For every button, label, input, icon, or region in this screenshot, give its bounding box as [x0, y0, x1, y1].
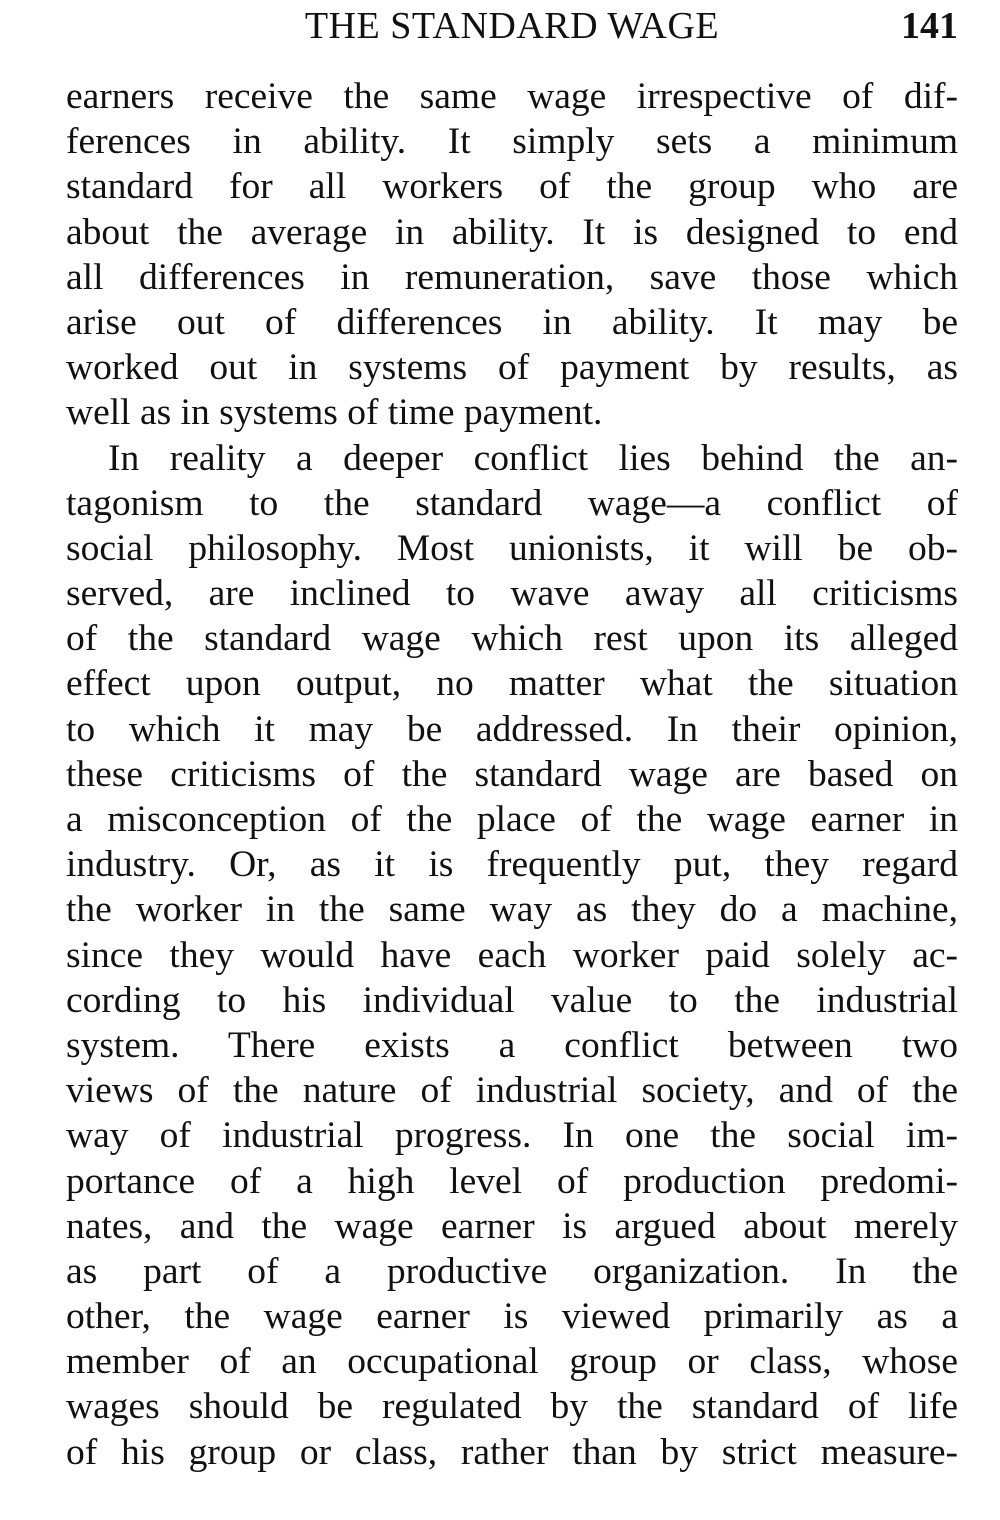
paragraph-1: [66, 74, 958, 436]
text-line: tagonism to the standard wage—a conflict of: [66, 482, 958, 524]
text-line: other, the wage earner is viewed primarily as a: [66, 1296, 958, 1338]
text-line: to which it may be addressed. In their opinion,: [66, 708, 958, 750]
text-line: way of industrial progress. In one the social im-: [66, 1115, 958, 1157]
text-line: of his group or class, rather than by strict measure-: [66, 1431, 958, 1473]
text-line: about the average in ability. It is designed to end: [66, 211, 958, 253]
text-line: industry. Or, as it is frequently put, they regard: [66, 844, 958, 886]
text-line: well as in systems of time payment.: [66, 392, 603, 434]
running-title: THE STANDARD WAGE: [304, 5, 720, 47]
text-line: arise out of differences in ability. It may be: [66, 301, 958, 343]
text-line: the worker in the same way as they do a machine,: [66, 889, 958, 931]
text-line: views of the nature of industrial society, and of the: [66, 1070, 958, 1112]
text-line: member of an occupational group or class, whose: [66, 1341, 958, 1383]
text-line: these criticisms of the standard wage are based on: [66, 753, 958, 795]
text-line: worked out in systems of payment by results, as: [66, 347, 958, 389]
text-line: nates, and the wage earner is argued about merely: [66, 1205, 958, 1247]
page-number: 141: [901, 5, 958, 47]
text-line: portance of a high level of production predomi-: [66, 1160, 958, 1202]
text-line: ferences in ability. It simply sets a minimum: [66, 121, 958, 163]
text-line: effect upon output, no matter what the situation: [66, 663, 958, 705]
text-line: a misconception of the place of the wage earner in: [66, 799, 958, 840]
text-line: standard for all workers of the group who are: [66, 166, 958, 208]
text-line: wages should be regulated by the standard of life: [66, 1386, 958, 1428]
text-line: of the standard wage which rest upon its alleged: [66, 618, 958, 660]
text-line: In reality a deeper conflict lies behind the an-: [108, 437, 958, 479]
text-line: served, are inclined to wave away all criticisms: [66, 573, 958, 615]
text-line: as part of a productive organization. In the: [66, 1250, 958, 1292]
text-line: since they would have each worker paid solely ac-: [66, 934, 958, 976]
text-line: social philosophy. Most unionists, it will be ob-: [66, 527, 958, 569]
body-text: [66, 74, 958, 1475]
paragraph-2: [66, 436, 958, 1475]
text-line: system. There exists a conflict between two: [66, 1024, 958, 1066]
text-line: all differences in remuneration, save those which: [66, 256, 958, 298]
running-head: [66, 2, 958, 50]
text-line: earners receive the same wage irrespective of dif-: [66, 76, 958, 117]
text-line: cording to his individual value to the industrial: [66, 979, 958, 1021]
